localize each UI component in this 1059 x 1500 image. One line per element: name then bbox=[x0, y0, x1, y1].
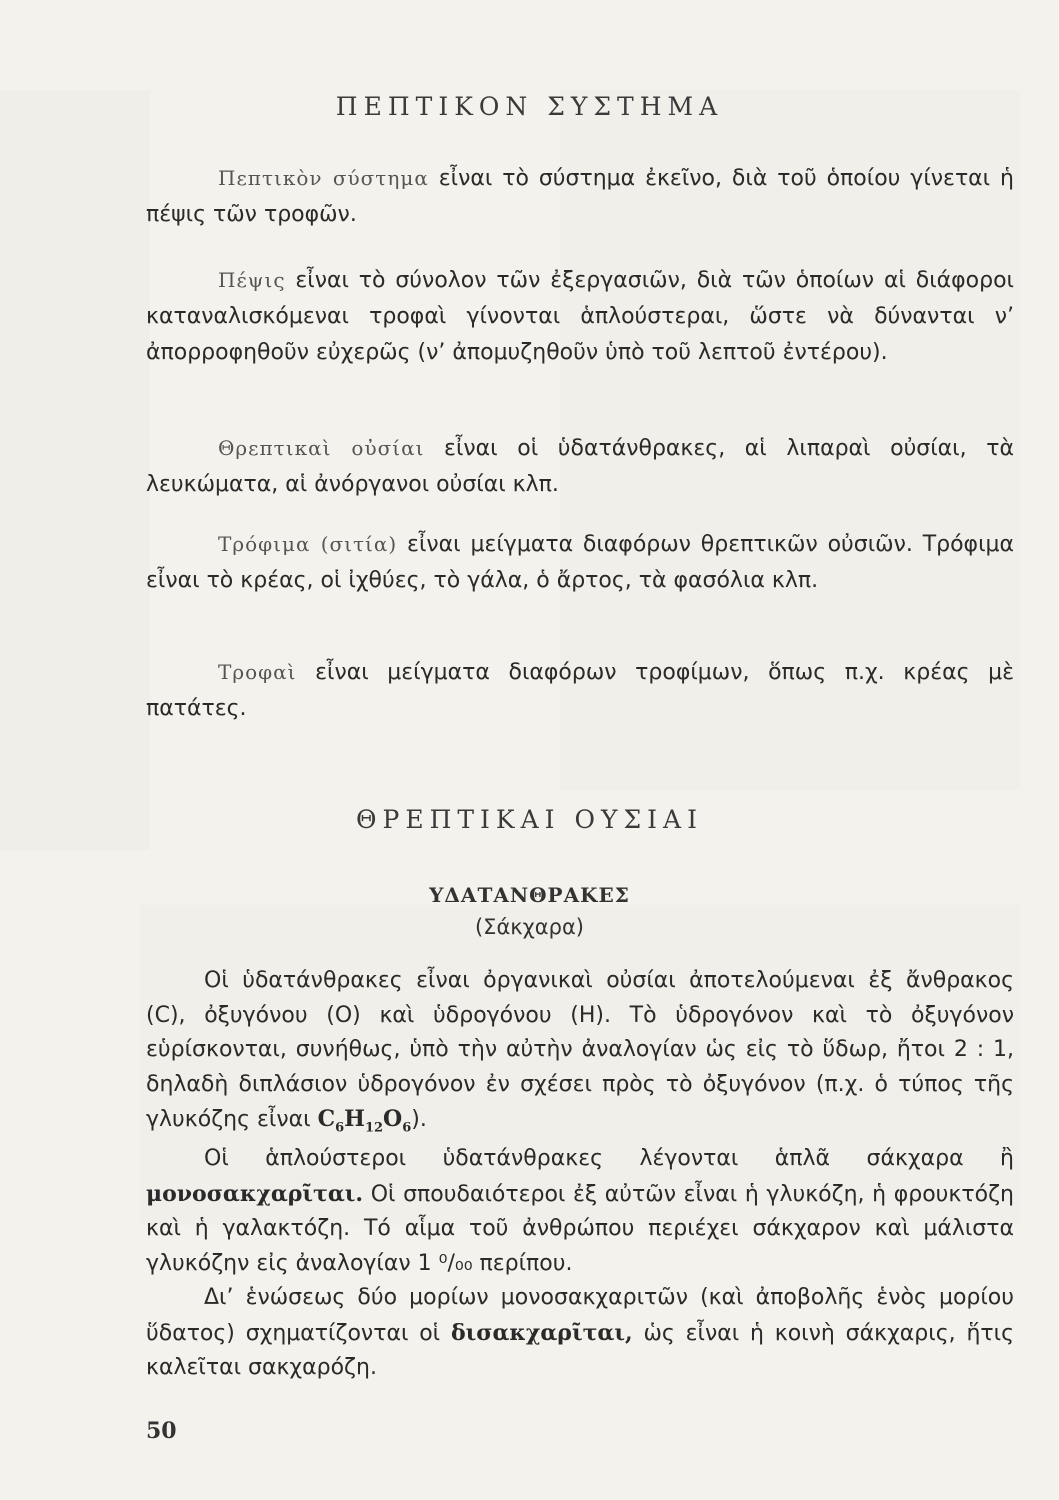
subsection-note: (Σάκχαρα) bbox=[474, 915, 585, 939]
section-title: ΘΡΕΠΤΙΚΑΙ ΟΥΣΙΑΙ bbox=[356, 805, 703, 834]
paragraph bbox=[146, 526, 1014, 599]
formula-element: O bbox=[383, 1106, 403, 1132]
paragraph-text: εἶναι μείγματα διαφόρων τροφίμων, ὅπως π.χ. κρέας μὲ πατάτες. bbox=[146, 660, 1014, 721]
paragraph-text: εἶναι τὸ σύνολον τῶν ἐξεργασιῶν, διὰ τῶν ὁποίων αἱ διάφοροι καταναλισκόμεναι τροφαὶ γίνονται ἁπλούστεραι, ὥστε νὰ δύνανται ν’ ἀπορροφηθοῦν εὐχερῶς (ν’ ἀπομυζηθοῦν ὑπὸ τοῦ λεπτοῦ ἐντέρου). bbox=[146, 268, 1014, 365]
bold-term: δισακχαρῖται, bbox=[450, 1319, 633, 1346]
paragraph-text: Οἱ σπουδαιότεροι ἐξ αὐτῶν εἶναι ἡ γλυκόζη, ἡ φρουκτόζη καὶ ἡ γαλακτόζη. Τό αἷμα τοῦ ἀνθρώπου περιέχει σάκχαρον καὶ μάλιστα γλυκόζην εἰς ἀναλογίαν 1 ⁰/₀₀ περίπου. bbox=[146, 1181, 1014, 1276]
paragraph-text: Οἱ ἁπλούστεροι ὑδατάνθρακες λέγονται ἁπλᾶ σάκχαρα ἢ bbox=[204, 1146, 1014, 1171]
page-number: 50 bbox=[146, 1418, 177, 1444]
formula-subscript: 12 bbox=[364, 1120, 384, 1136]
paragraph bbox=[146, 654, 1014, 727]
term: Πέψις bbox=[218, 268, 286, 292]
formula-subscript: 6 bbox=[335, 1120, 345, 1136]
formula-element: H bbox=[344, 1106, 365, 1132]
paragraph-text: ). bbox=[411, 1107, 427, 1132]
paragraph bbox=[146, 1142, 1014, 1281]
term: Πεπτικὸν σύστημα bbox=[218, 166, 429, 190]
term: Τρόφιμα (σιτία) bbox=[218, 532, 398, 556]
subsection-title: ΥΔΑΤΑΝΘΡΑΚΕΣ bbox=[429, 883, 630, 907]
paragraph-text: εἶναι τὸ σύστημα ἐκεῖνο, διὰ τοῦ ὁποίου γίνεται ἡ πέψις τῶν τροφῶν. bbox=[146, 166, 1014, 227]
paragraph-text: εἶναι οἱ ὑδατάνθρακες, αἱ λιπαραὶ οὐσίαι, τὰ λευκώματα, αἱ ἀνόργανοι οὐσίαι κλπ. bbox=[146, 436, 1014, 497]
paragraph bbox=[146, 964, 1014, 1146]
formula-subscript: 6 bbox=[402, 1120, 412, 1136]
bleed-through-shadow bbox=[0, 90, 150, 850]
paragraph bbox=[146, 430, 1014, 503]
term: Τροφαὶ bbox=[218, 660, 297, 684]
paragraph-text: εἶναι μείγματα διαφόρων θρεπτικῶν οὐσιῶν. Τρόφιμα εἶναι τὸ κρέας, οἱ ἰχθύες, τὸ γάλα, ὁ ἄρτος, τὰ φασόλια κλπ. bbox=[146, 532, 1015, 593]
bold-term: μονοσακχαρῖται. bbox=[146, 1180, 364, 1207]
paragraph bbox=[146, 262, 1014, 371]
formula-element: C bbox=[317, 1106, 336, 1132]
section-title: ΠΕΠΤΙΚΟΝ ΣΥΣΤΗΜΑ bbox=[335, 92, 724, 121]
paragraph-text: Δι’ ἑνώσεως δύο μορίων μονοσακχαριτῶν (καὶ ἀποβολῆς ἑνὸς μορίου ὕδατος) σχηματίζονται οἱ bbox=[146, 1285, 1014, 1346]
paragraph-text: ὡς εἶναι ἡ κοινὴ σάκχαρις, ἥτις καλεῖται σακχαρόζη. bbox=[146, 1320, 1014, 1380]
paragraph bbox=[146, 1281, 1014, 1386]
paragraph bbox=[146, 160, 1014, 233]
term: Θρεπτικαὶ οὐσίαι bbox=[218, 436, 425, 460]
paragraph-text: Οἱ ὑδατάνθρακες εἶναι ὀργανικαὶ οὐσίαι ἀποτελούμεναι ἐξ ἄνθρακος (C), ὀξυγόνου (O) καὶ ὑδρογόνου (H). Τὸ ὑδρογόνον καὶ τὸ ὀξυγόνον εὑρίσκονται, συνήθως, ὑπὸ τὴν αὐτὴν ἀναλογίαν ὡς εἰς τὸ ὕδωρ, ἤτοι 2 : 1, δηλαδὴ διπλάσιον ὑδρογόνον ἐν σχέσει πρὸς τὸ ὀξυγόνον (π.χ. ὁ τύπος τῆς γλυκόζης εἶναι bbox=[146, 968, 1014, 1132]
chemical-formula bbox=[317, 1106, 412, 1136]
